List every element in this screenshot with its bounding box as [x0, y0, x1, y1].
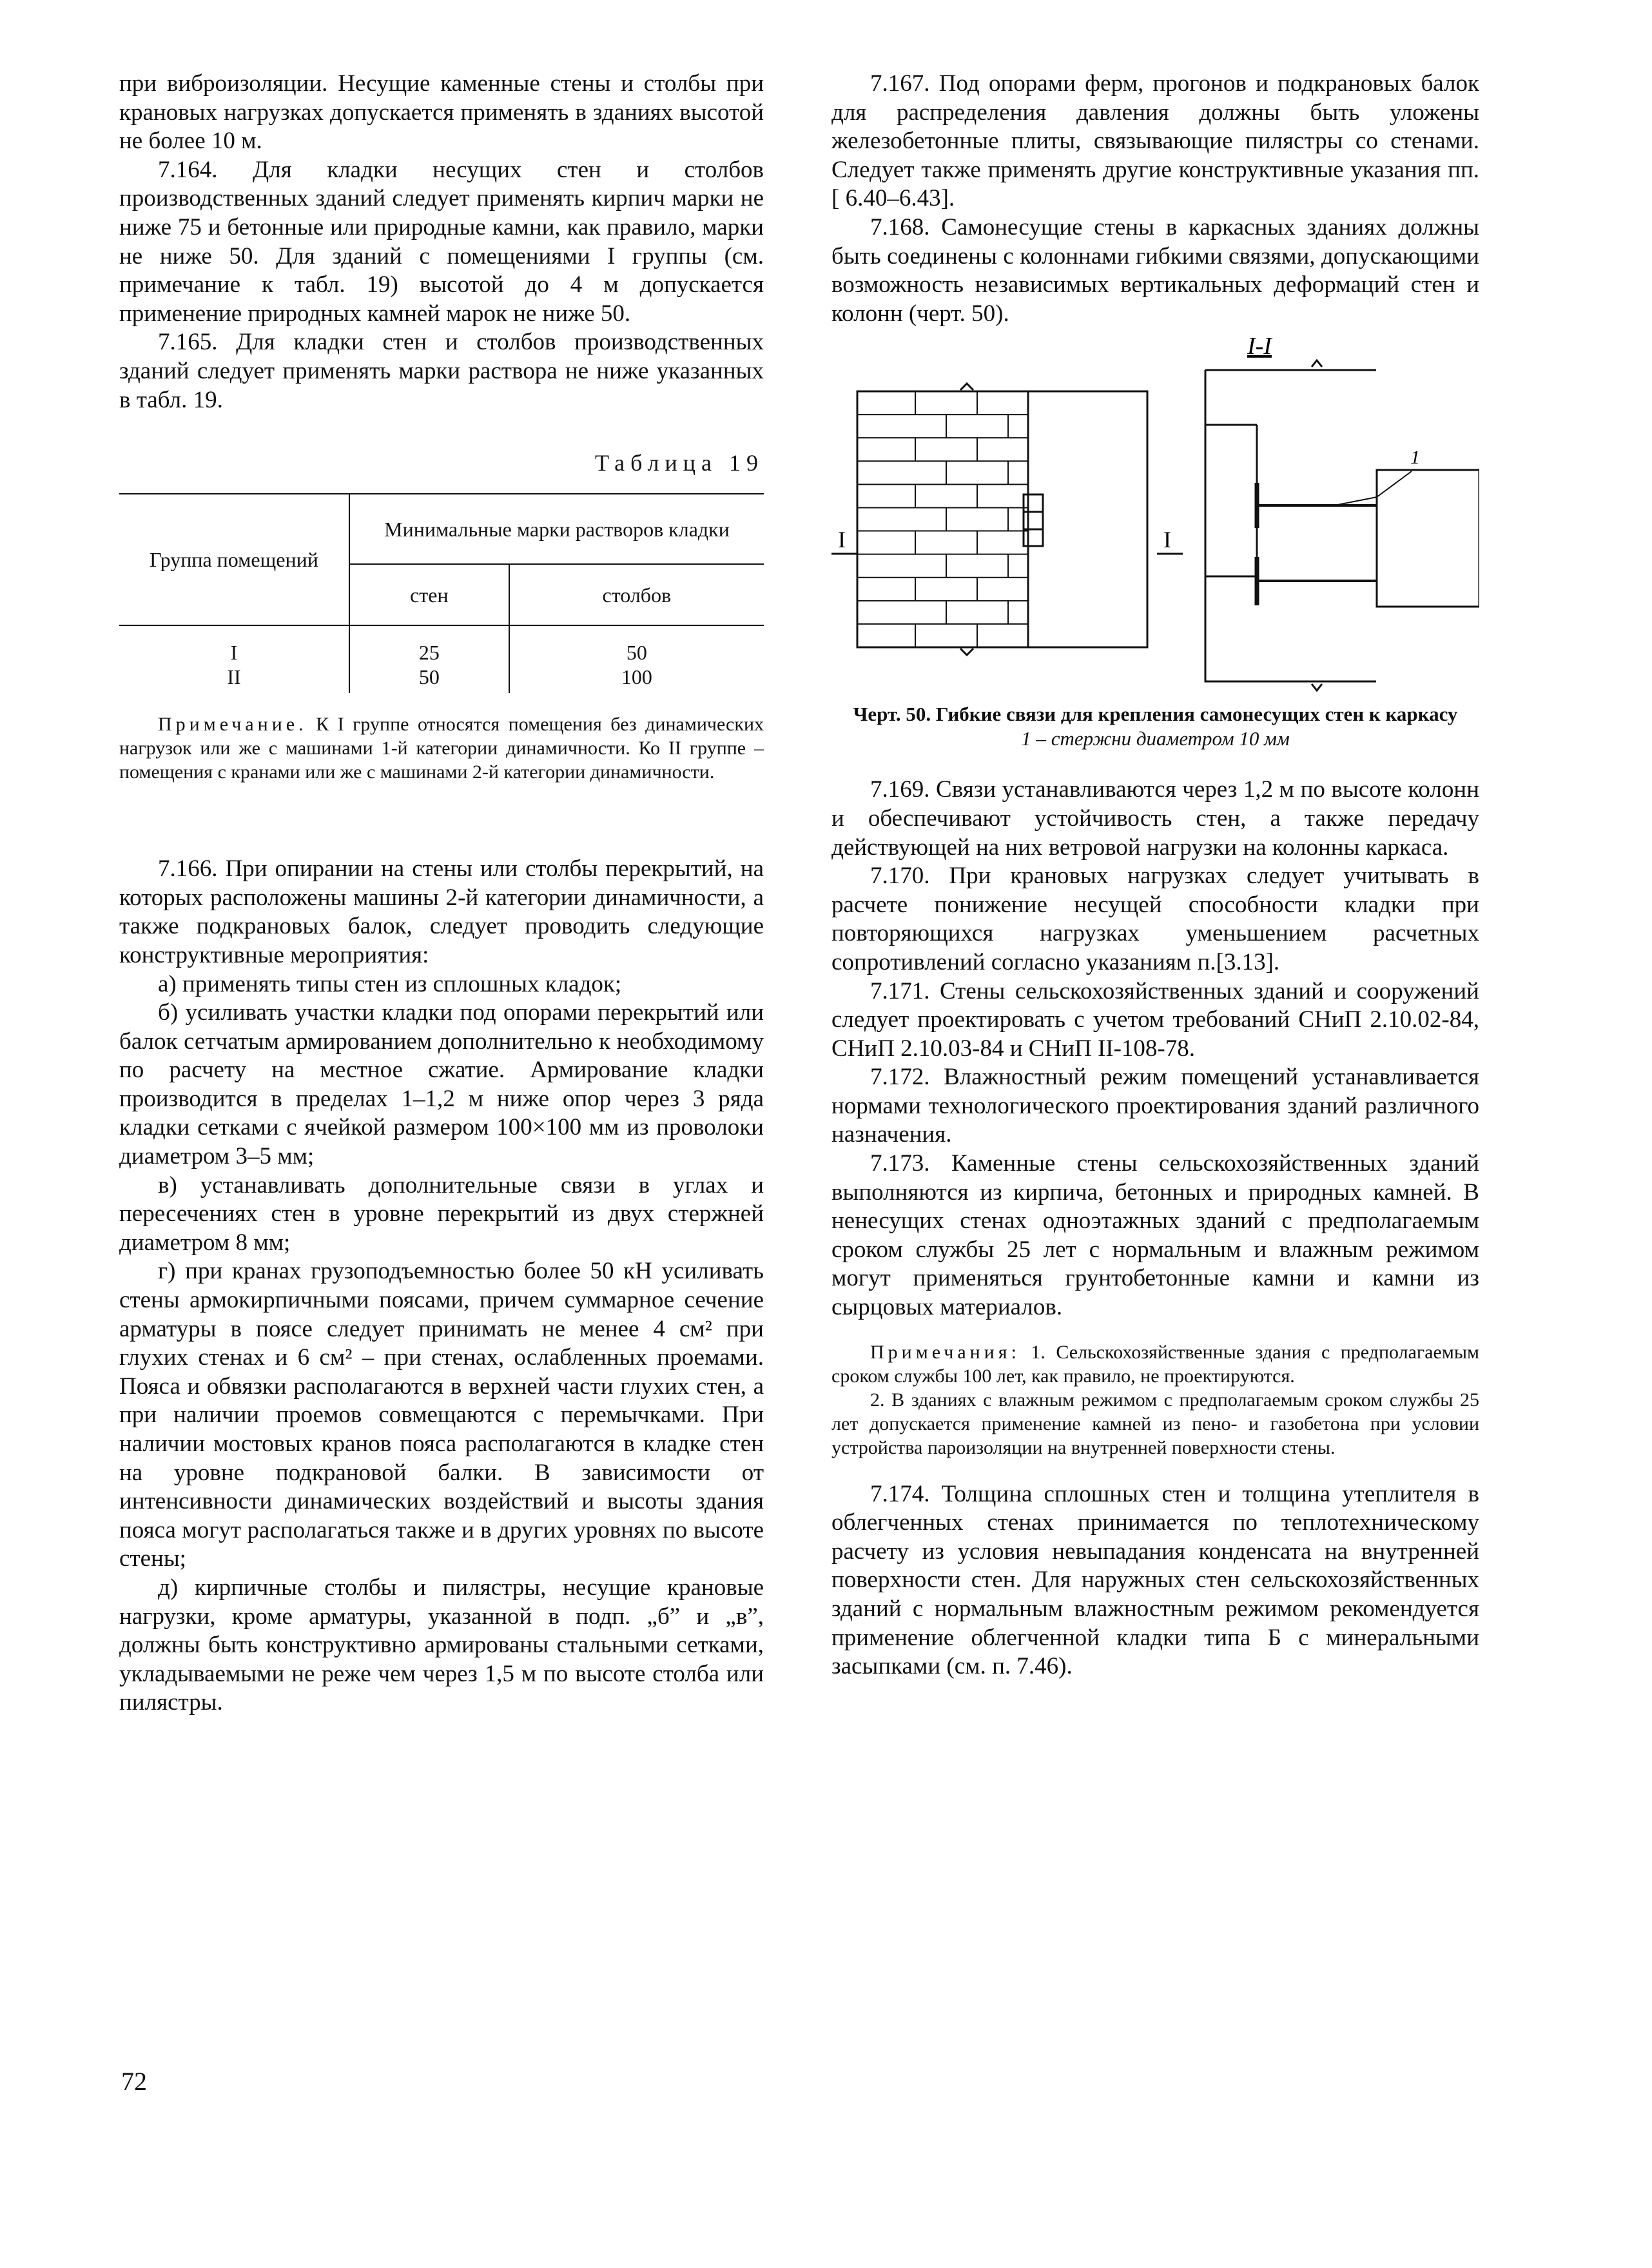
page-number: 72 — [121, 2067, 147, 2096]
table-cell-pillars: 100 — [621, 665, 652, 689]
note-1-text: 1. Сельскохозяйственные здания с предполагаемым сроком службы 100 лет, как правило, не проектируются. — [831, 1341, 1479, 1387]
notes-1 — [831, 1340, 1479, 1388]
paragraph-7-166-b: б) усиливать участки кладки под опорами перекрытий или балок сетчатым армированием дополнительно к необходимому по расчету на местное сжатие. Армирование кладки производится в пределах 1–1,2 м ниже опор через 3 ряда кладки сетками с ячейкой размером 100×100 мм из проволоки диаметром 3–5 мм; — [119, 999, 764, 1170]
paragraph-7-168: 7.168. Самонесущие стены в каркасных зданиях должны быть соединены с колоннами гибкими связями, допускающими возможность независимых вертикальных деформаций стен и колонн (черт. 50). — [831, 213, 1479, 327]
paragraph-7-166: 7.166. При опирании на стены или столбы перекрытий, на которых расположены машины 2-й категории динамичности, а также подкрановых балок, следует проводить следующие конструктивные мероприятия: — [119, 855, 764, 968]
paragraph-7-166-a: а) применять типы стен из сплошных кладок; — [158, 970, 622, 997]
paragraph-7-173: 7.173. Каменные стены сельскохозяйственных зданий выполняются из кирпича, бетонных и природных камней. В ненесущих стенах одноэтажных зданий с предполагаемым сроком службы 25 лет с нормальным и влажным режимом могут применяться грунтобетонные камни и камни из сырцовых материалов. — [831, 1150, 1479, 1321]
table-note-text: К I группе относятся помещения без динамических нагрузок или же с машинами 1-й категории динамичности. Ко II группе – помещения с кранами или же с машинами 2-й категории динамичности. — [119, 714, 764, 783]
paragraph-7-170: 7.170. При крановых нагрузках следует учитывать в расчете понижение несущей способности кладки при повторяющихся нагрузках уменьшением расчетных сопротивлений согласно указаниям п.[3.13]. — [831, 863, 1479, 975]
table-cell-group: II — [227, 665, 241, 689]
table-row — [349, 625, 509, 693]
notes-label: Примечания: — [870, 1341, 1020, 1363]
table-cell-walls: 25 — [418, 641, 440, 665]
wall-panel — [1028, 391, 1147, 647]
left-column — [119, 70, 764, 1717]
section-mark-right: I — [1163, 527, 1171, 553]
table-head-group: Группа помещений — [119, 494, 349, 625]
paragraph-7-164: 7.164. Для кладки несущих стен и столбов производственных зданий следует применять кирпич марки не ниже 75 и бетонные или природные камни, как правило, марки не ниже 50. Для зданий с помещениями I группы (см. примечание к табл. 19) высотой до 4 м допускается применение природных камней марок не ниже 50. — [119, 156, 764, 327]
paragraph-7-166-v: в) устанавливать дополнительные связи в углах и пересечениях стен в уровне перекрытий из двух стержней диаметром 8 мм; — [119, 1171, 764, 1256]
table-cell-pillars: 50 — [626, 641, 647, 665]
flexible-ties-drawing — [831, 328, 1479, 702]
section-mark-left: I — [838, 527, 846, 553]
column — [1377, 470, 1479, 607]
table-cell-group: I — [230, 641, 238, 665]
paragraph-7-166-d: д) кирпичные столбы и пилястры, несущие крановые нагрузки, кроме арматуры, указанной в подп. „б” и „в”, должны быть конструктивно армированы стальными сетками, укладываемыми не реже чем через 1,5 м по высоте столба или пилястры. — [119, 1574, 764, 1716]
table-title: Таблица 19 — [595, 450, 764, 476]
section-label: I-I — [1247, 333, 1272, 360]
table-19 — [119, 493, 764, 693]
paragraph-7-174: 7.174. Толщина сплошных стен и толщина утеплителя в облегченных стенах принимается по теплотехническому расчету из условия невыпадания конденсата на внутренней поверхности стен. Для наружных стен сельскохозяйственных зданий с нормальным влажностным режимом рекомендуется применение облегченной кладки типа Б с минеральными засыпками (см. п. 7.46). — [831, 1480, 1479, 1680]
right-column — [831, 70, 1479, 1681]
figure-50 — [831, 328, 1479, 702]
paragraph-7-165: 7.165. Для кладки стен и столбов производственных зданий следует применять марки раствора не ниже указанных в табл. 19. — [119, 329, 764, 413]
paragraph-7-172: 7.172. Влажностный режим помещений устанавливается нормами технологического проектирования зданий различного назначения. — [831, 1064, 1479, 1148]
paragraph-7-169: 7.169. Связи устанавливаются через 1,2 м по высоте колонн и обеспечивают устойчивость стен, а также передачу действующей на них ветровой нагрузки на колонны каркаса. — [831, 776, 1479, 861]
paragraph-7-167: 7.167. Под опорами ферм, прогонов и подкрановых балок для распределения давления должны быть уложены железобетонные плиты, связывающие пилястры со стенами. Следует также применять другие конструктивные указания пп. [ 6.40–6.43]. — [831, 70, 1479, 212]
table-cell-walls: 50 — [418, 665, 440, 689]
paragraph-7-166-g: г) при кранах грузоподъемностью более 50 кН усиливать стены армокирпичными поясами, причем суммарное сечение арматуры в поясе следует принимать не менее 4 см² при глухих стенах и 6 см² – при стенах, ослабленных проемами. Пояса и обвязки располагаются в верхней части глухих стен, а при наличии проемов совмещаются с перемычками. При наличии мостовых кранов пояса располагаются в кладке стен на уровне подкрановой балки. В зависимости от интенсивности динамических воздействий и высоты здания пояса могут располагаться также и в других уровнях по высоте стены; — [119, 1258, 764, 1572]
table-note — [119, 712, 764, 784]
table-head-pillars: столбов — [509, 564, 764, 625]
figure-legend: 1 – стержни диаметром 10 мм — [1021, 727, 1290, 750]
tie-anchor — [1024, 494, 1043, 546]
brick-wall — [857, 391, 1028, 647]
table-row — [119, 625, 349, 693]
table-row — [509, 625, 764, 693]
figure-caption: Черт. 50. Гибкие связи для крепления самонесущих стен к каркасу — [853, 703, 1458, 726]
table-head-min: Минимальные марки растворов кладки — [349, 494, 764, 564]
table-head-walls: стен — [349, 564, 509, 625]
paragraph-7-171: 7.171. Стены сельскохозяйственных зданий и сооружений следует проектировать с учетом требований СНиП 2.10.02-84, СНиП 2.10.03-84 и СНиП II-108-78. — [831, 977, 1479, 1062]
callout-1: 1 — [1410, 447, 1420, 469]
note-2: 2. В зданиях с влажным режимом с предполагаемым сроком службы 25 лет допускается применение камней из пено- и газобетона при условии устройства пароизоляции на внутренней поверхности стены. — [831, 1389, 1479, 1458]
paragraph-continuation: при виброизоляции. Несущие каменные стены и столбы при крановых нагрузках допускается применять в зданиях высотой не более 10 м. — [119, 70, 764, 155]
table-note-label: Примечание. — [158, 714, 307, 736]
